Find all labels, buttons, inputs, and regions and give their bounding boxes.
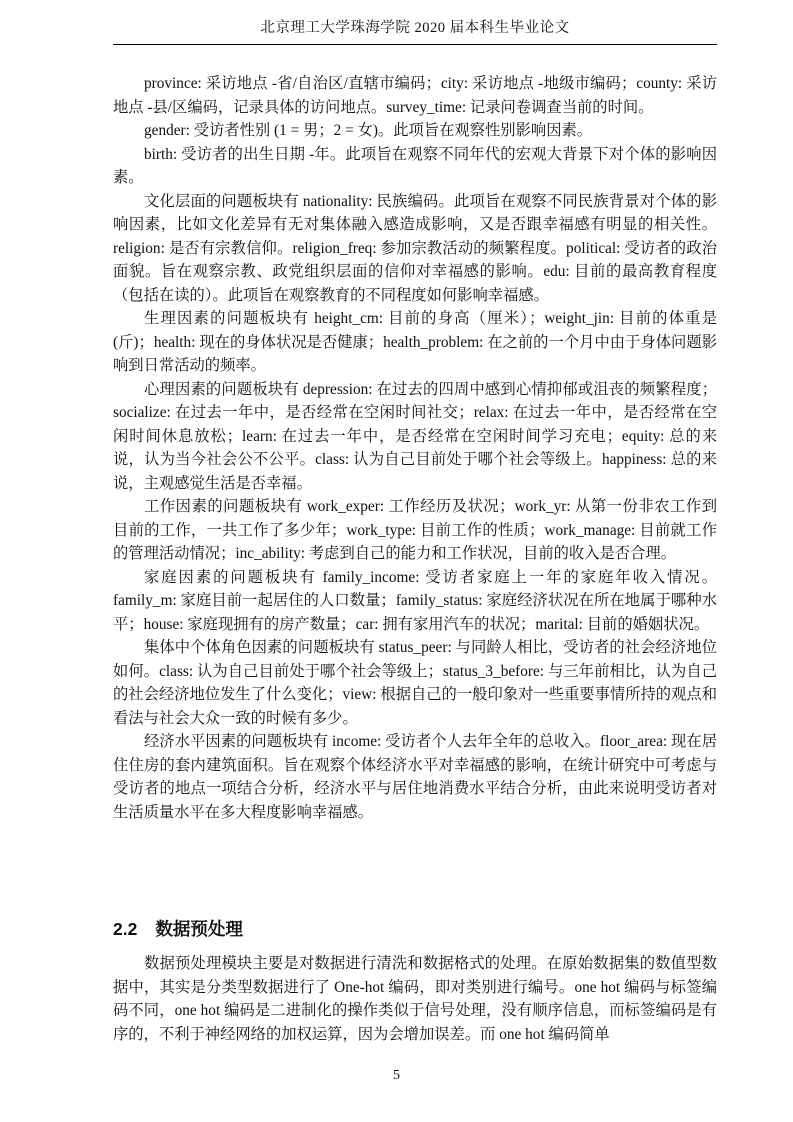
- paragraph-culture: 文化层面的问题板块有 nationality: 民族编码。此项旨在观察不同民族背景对个体的影响因素，比如文化差异有无对集体融入感造成影响，又是否跟幸福感有明显的相关性。religion: 是否有宗教信仰。religion_freq: 参加宗教活动的频繁程度。political: 受访者的政治面貌。旨在观察宗教、政党组织层面的信仰对幸福感的影响。edu: 目前的最高教育程度（包括在读的）。此项旨在观察教育的不同程度如何影响幸福感。: [113, 192, 717, 304]
- section-body-text: [113, 952, 717, 1046]
- paragraph-work: 工作因素的问题板块有 work_exper: 工作经历及状况；work_yr: 从第一份非农工作到目前的工作，一共工作了多少年；work_type: 目前工作的性质；work_manage: 目前就工作的管理活动情况；inc_ability: 考虑到自己的能力和工作状况，目前的收入是否合理。: [113, 498, 717, 562]
- paragraph-economy: 经济水平因素的问题板块有 income: 受访者个人去年全年的总收入。floor_area: 现在居住住房的套内建筑面积。旨在观察个体经济水平对幸福感的影响，在统计研究中可考虑与受访者的地点一项结合分析，经济水平与居住地消费水平结合分析，由此来说明受访者对生活质量水平在多大程度影响幸福感。: [113, 733, 717, 821]
- paragraph-social-role: 集体中个体角色因素的问题板块有 status_peer: 与同龄人相比，受访者的社会经济地位如何。class: 认为自己目前处于哪个社会等级上；status_3_before: 与三年前相比，认为自己的社会经济地位发生了什么变化；view: 根据自己的一般印象对一些重要事情所持的观点和看法与社会大众一致的时候有多少。: [113, 639, 717, 727]
- paragraph-birth: birth: 受访者的出生日期 -年。此项旨在观察不同年代的宏观大背景下对个体的影响因素。: [113, 145, 717, 186]
- paragraph-preprocessing: 数据预处理模块主要是对数据进行清洗和数据格式的处理。在原始数据集的数值型数据中，其实是分类型数据进行了 One-hot 编码，即对类别进行编号。one hot 编码与标签编码不同，one hot 编码是二进制化的操作类似于信号处理，没有顺序信息，而标签编码是有序的，不利于神经网络的加权运算，因为会增加误差。而 one hot 编码简单: [113, 955, 717, 1043]
- page-number: 5: [393, 1068, 400, 1083]
- paragraph-location-fields: province: 采访地点 -省/自治区/直辖市编码；city: 采访地点 -地级市编码；county: 采访地点 -县/区编码，记录具体的访问地点。survey_time: 记录问卷调查当前的时间。: [113, 75, 717, 116]
- section-title: 数据预处理: [155, 919, 243, 939]
- paragraph-physiology: 生理因素的问题板块有 height_cm: 目前的身高（厘米）；weight_jin: 目前的体重是(斤)；health: 现在的身体状况是否健康；health_problem: 在之前的一个月中由于身体问题影响到日常活动的频率。: [113, 310, 717, 374]
- body-text: [113, 72, 717, 824]
- section-number: 2.2: [113, 919, 138, 939]
- running-header: 北京理工大学珠海学院 2020 届本科生毕业论文: [113, 16, 717, 45]
- paragraph-psychology: 心理因素的问题板块有 depression: 在过去的四周中感到心情抑郁或沮丧的频繁程度；socialize: 在过去一年中，是否经常在空闲时间社交；relax: 在过去一年中，是否经常在空闲时间休息放松；learn: 在过去一年中，是否经常在空闲时间学习充电；equity: 总的来说，认为当今社会公不公平。class: 认为自己目前处于哪个社会等级上。happiness: 总的来说，主观感觉生活是否幸福。: [113, 380, 717, 492]
- paragraph-gender: gender: 受访者性别 (1 = 男；2 = 女)。此项旨在观察性别影响因素。: [144, 122, 593, 139]
- paragraph-family: 家庭因素的问题板块有 family_income: 受访者家庭上一年的家庭年收入情况。family_m: 家庭目前一起居住的人口数量；family_status: 家庭经济状况在所在地属于哪种水平；house: 家庭现拥有的房产数量；car: 拥有家用汽车的状况；marital: 目前的婚姻状况。: [113, 568, 717, 633]
- section-heading: [113, 915, 717, 943]
